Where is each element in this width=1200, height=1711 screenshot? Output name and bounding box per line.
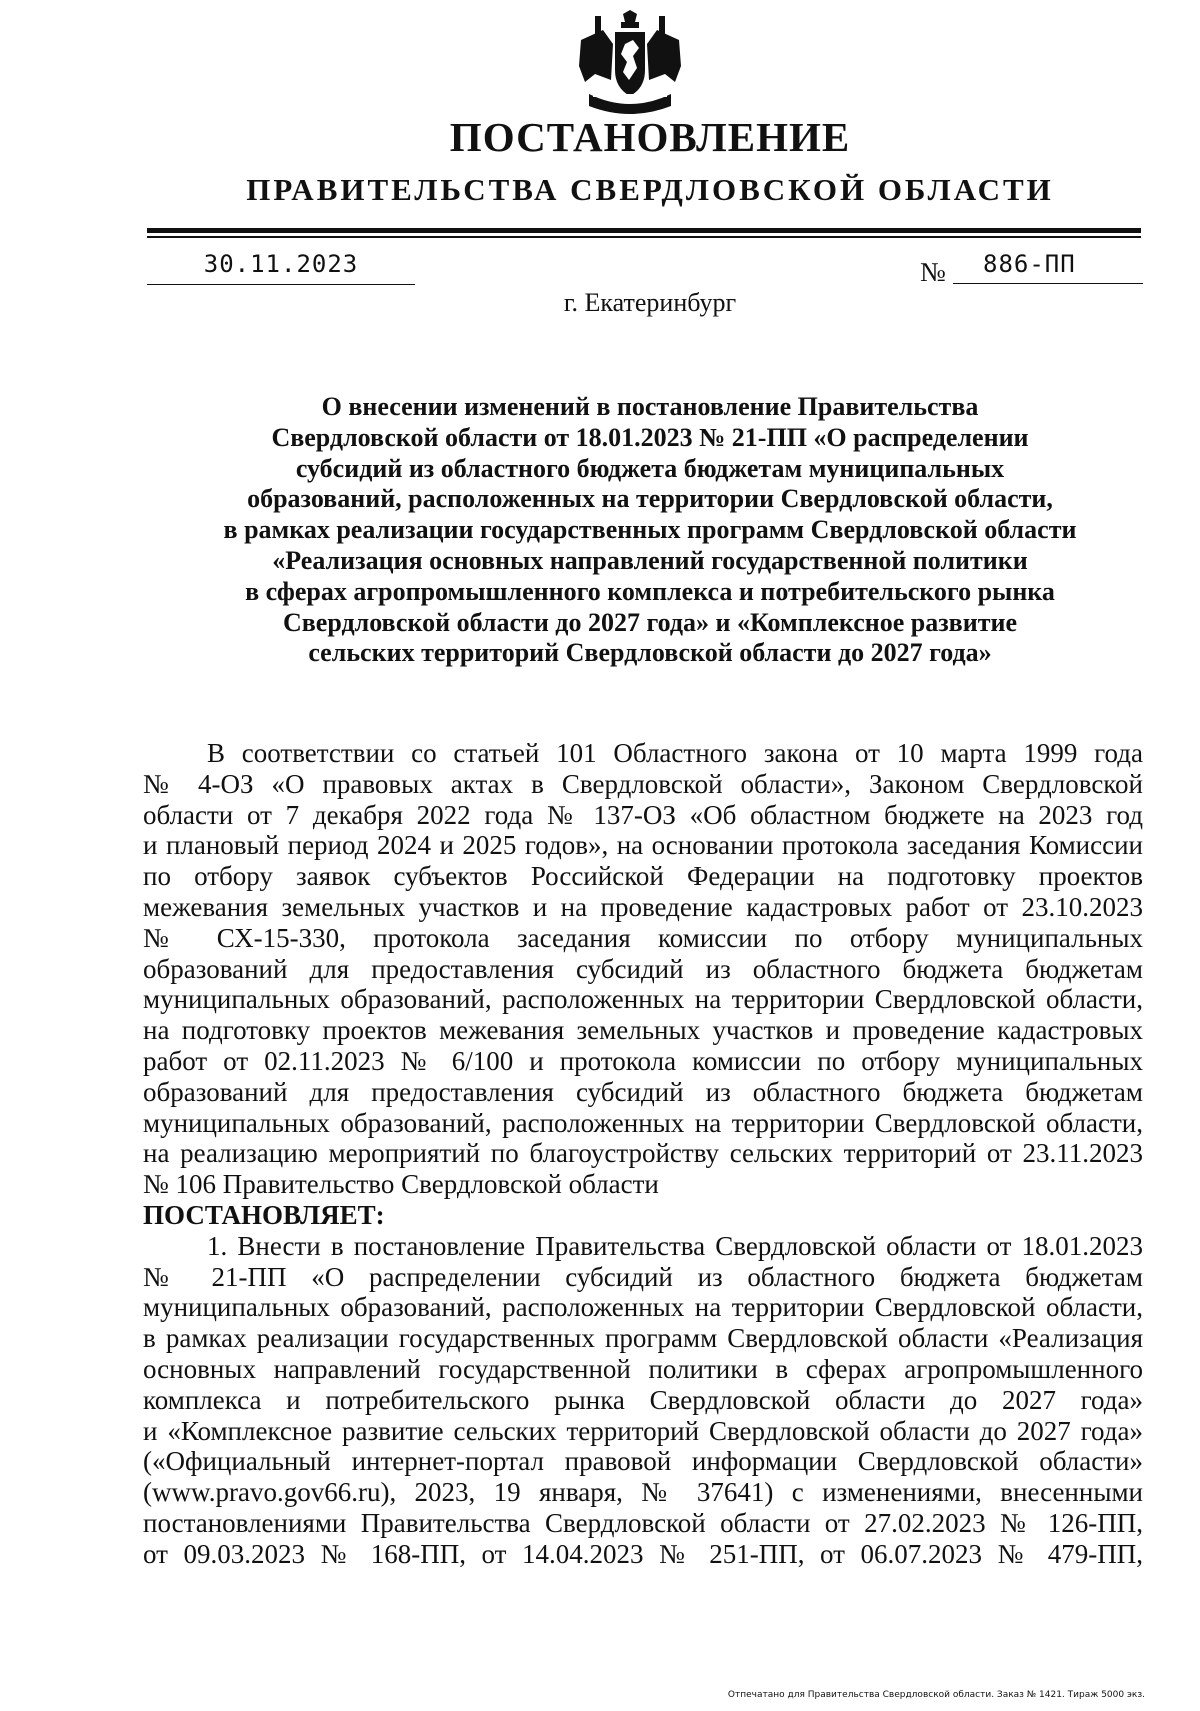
item-line: (www.pravo.gov66.ru), 2023, 19 января, № 37641) с изменениями, внесенными <box>143 1477 1143 1508</box>
preamble-line: на реализацию мероприятий по благоустройству сельских территорий от 23.11.2023 <box>143 1138 1143 1169</box>
document-number: 886-ПП <box>953 250 1143 284</box>
preamble-line: В соответствии со статьей 101 Областного закона от 10 марта 1999 года <box>207 738 1143 768</box>
header-divider-thick <box>147 228 1141 233</box>
item-line: комплекса и потребительского рынка Свердловской области до 2027 года» <box>143 1384 1143 1415</box>
item-line: муниципальных образований, расположенных на территории Свердловской области, <box>143 1292 1143 1323</box>
preamble-line: межевания земельных участков и на проведение кадастровых работ от 23.10.2023 <box>143 891 1143 922</box>
heading-line: в сферах агропромышленного комплекса и потребительского рынка <box>245 576 1055 606</box>
document-body <box>143 738 1143 1570</box>
preamble-line: № СХ-15-330, протокола заседания комиссии по отбору муниципальных <box>143 922 1143 953</box>
item-line: 1. Внести в постановление Правительства Свердловской области от 18.01.2023 <box>207 1230 1143 1261</box>
item-line: основных направлений государственной политики в сферах агропромышленного <box>143 1353 1143 1384</box>
document-city: г. Екатеринбург <box>563 288 737 317</box>
preamble-line: области от 7 декабря 2022 года № 137-ОЗ «Об областном бюджете на 2023 год <box>143 799 1143 830</box>
header-divider-thin <box>147 236 1141 238</box>
print-footer: Отпечатано для Правительства Свердловской области. Заказ № 1421. Тираж 5000 экз. <box>727 1690 1145 1700</box>
heading-line: субсидий из областного бюджета бюджетам муниципальных <box>295 453 1005 483</box>
preamble-line: № 4-ОЗ «О правовых актах в Свердловской области», Законом Свердловской <box>143 768 1143 799</box>
item-line: № 21-ПП «О распределении субсидий из областного бюджета бюджетам <box>143 1261 1143 1292</box>
item-line: постановлениями Правительства Свердловской области от 27.02.2023 № 126-ПП, <box>143 1507 1143 1538</box>
preamble-line: № 106 Правительство Свердловской области <box>143 1169 659 1200</box>
heading-line: «Реализация основных направлений государственной политики <box>272 545 1028 575</box>
decree-word: ПОСТАНОВЛЯЕТ: <box>143 1199 385 1230</box>
preamble-line: по отбору заявок субъектов Российской Федерации на подготовку проектов <box>143 861 1143 892</box>
coat-of-arms-emblem <box>575 10 685 122</box>
preamble-line: образований для предоставления субсидий из областного бюджета бюджетам <box>143 953 1143 984</box>
item-line: от 09.03.2023 № 168-ПП, от 14.04.2023 № 251-ПП, от 06.07.2023 № 479-ПП, <box>143 1538 1143 1569</box>
preamble-line: на подготовку проектов межевания земельных участков и проведение кадастровых <box>143 1015 1143 1046</box>
heading-line: Свердловской области от 18.01.2023 № 21-ПП «О распределении <box>271 422 1029 452</box>
item-line: в рамках реализации государственных программ Свердловской области «Реализация <box>143 1323 1143 1354</box>
document-title: ПОСТАНОВЛЕНИЕ <box>449 114 851 160</box>
heading-line: сельских территорий Свердловской области до 2027 года» <box>308 638 992 668</box>
preamble-line: образований для предоставления субсидий из областного бюджета бюджетам <box>143 1076 1143 1107</box>
item-line: («Официальный интернет-портал правовой информации Свердловской области» <box>143 1446 1143 1477</box>
heading-line: в рамках реализации государственных программ Свердловской области <box>223 515 1077 545</box>
preamble-line: муниципальных образований, расположенных на территории Свердловской области, <box>143 984 1143 1015</box>
document-date: 30.11.2023 <box>147 250 415 285</box>
preamble-line: муниципальных образований, расположенных на территории Свердловской области, <box>143 1107 1143 1138</box>
preamble-line: работ от 02.11.2023 № 6/100 и протокола комиссии по отбору муниципальных <box>143 1045 1143 1076</box>
heading-line: О внесении изменений в постановление Правительства <box>321 392 979 421</box>
number-sign: № <box>920 257 946 287</box>
heading-line: образований, расположенных на территории Свердловской области, <box>247 484 1053 514</box>
heading-line: Свердловской области до 2027 года» и «Комплексное развитие <box>282 607 1017 637</box>
document-heading <box>160 392 1140 669</box>
preamble-line: и плановый период 2024 и 2025 годов», на основании протокола заседания Комиссии <box>143 830 1143 861</box>
item-line: и «Комплексное развитие сельских территорий Свердловской области до 2027 года» <box>143 1415 1143 1446</box>
document-issuer: ПРАВИТЕЛЬСТВА СВЕРДЛОВСКОЙ ОБЛАСТИ <box>246 172 1054 207</box>
